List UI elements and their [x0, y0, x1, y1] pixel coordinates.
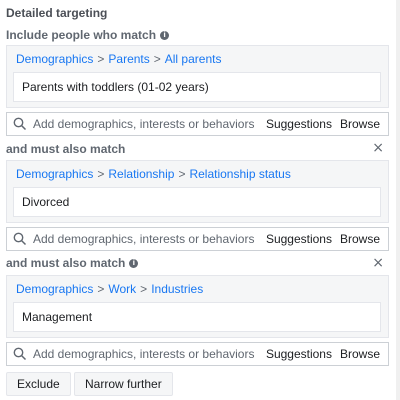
selected-value: Management: [13, 302, 381, 332]
breadcrumb-separator: >: [97, 52, 105, 66]
narrow-further-button[interactable]: Narrow further: [74, 372, 173, 396]
group-label-text: and must also match: [6, 142, 126, 156]
breadcrumb-separator: >: [140, 282, 148, 296]
search-icon: [13, 117, 27, 131]
search-row: [6, 112, 389, 136]
browse-button[interactable]: Browse: [339, 347, 380, 361]
breadcrumb-separator: >: [178, 167, 186, 181]
suggestions-button[interactable]: Suggestions: [265, 347, 332, 361]
group-label-include: [6, 28, 169, 42]
breadcrumb: [16, 52, 221, 66]
close-icon[interactable]: ×: [372, 140, 384, 156]
search-row: [6, 342, 389, 366]
info-icon[interactable]: i: [160, 31, 169, 40]
search-icon: [13, 347, 27, 361]
browse-button[interactable]: Browse: [339, 117, 380, 131]
targeting-box-3: [6, 275, 389, 338]
scrollbar[interactable]: [396, 0, 400, 400]
breadcrumb-item[interactable]: Relationship: [108, 167, 175, 181]
targeting-box-1: [6, 45, 389, 108]
breadcrumb-separator: >: [97, 167, 105, 181]
breadcrumb-item[interactable]: Relationship status: [189, 167, 291, 181]
selected-value: Divorced: [13, 187, 381, 217]
close-icon[interactable]: ×: [372, 255, 384, 271]
breadcrumb-item[interactable]: Parents: [108, 52, 150, 66]
search-input[interactable]: [33, 232, 266, 246]
search-input[interactable]: [33, 347, 266, 361]
suggestions-button[interactable]: Suggestions: [265, 232, 332, 246]
breadcrumb-item[interactable]: Demographics: [16, 52, 94, 66]
breadcrumb-item[interactable]: Demographics: [16, 282, 94, 296]
group-label-and: [6, 142, 125, 156]
selected-value: Parents with toddlers (01-02 years): [13, 72, 381, 102]
breadcrumb-separator: >: [97, 282, 105, 296]
section-title: Detailed targeting: [6, 6, 108, 20]
info-icon[interactable]: i: [129, 259, 138, 268]
group-label-text: and must also match: [6, 256, 126, 270]
breadcrumb: [16, 282, 203, 296]
breadcrumb: [16, 167, 291, 181]
targeting-box-2: [6, 160, 389, 223]
breadcrumb-item[interactable]: All parents: [164, 52, 222, 66]
exclude-button[interactable]: Exclude: [6, 372, 71, 396]
group-label-and: [6, 256, 138, 270]
browse-button[interactable]: Browse: [339, 232, 380, 246]
breadcrumb-separator: >: [153, 52, 161, 66]
suggestions-button[interactable]: Suggestions: [265, 117, 332, 131]
search-input[interactable]: [33, 117, 266, 131]
breadcrumb-item[interactable]: Demographics: [16, 167, 94, 181]
search-icon: [13, 232, 27, 246]
breadcrumb-item[interactable]: Work: [108, 282, 137, 296]
group-label-text: Include people who match: [6, 28, 157, 42]
breadcrumb-item[interactable]: Industries: [151, 282, 204, 296]
search-row: [6, 227, 389, 251]
